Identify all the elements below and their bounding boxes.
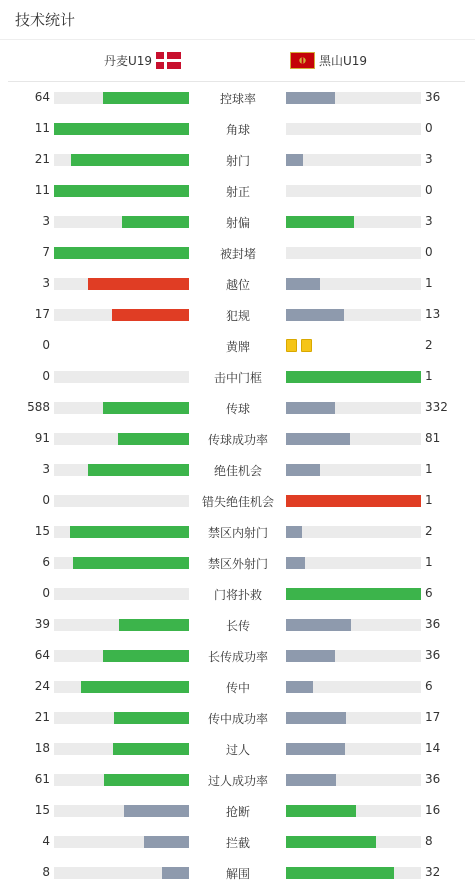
away-stat-bar: [286, 154, 421, 166]
away-stat-value: 8: [425, 834, 433, 848]
home-stat-bar: [54, 867, 189, 879]
away-stat-bar-fill: [286, 464, 320, 476]
away-stat-bar: [286, 247, 421, 259]
stat-label: 过人: [225, 743, 250, 757]
away-stat-bar: [286, 402, 421, 414]
away-stat-value: 2: [425, 338, 433, 352]
stat-row: [0, 423, 475, 454]
stat-row: [0, 516, 475, 547]
stat-label: 绝佳机会: [213, 464, 262, 478]
home-stat-value: 21: [34, 710, 50, 724]
stat-label: 击中门框: [213, 371, 262, 385]
home-stat-bar: [54, 557, 189, 569]
stat-label: 禁区内射门: [207, 526, 268, 540]
away-stat-bar-fill: [286, 216, 354, 228]
stats-list: [0, 82, 475, 888]
stat-row: [0, 113, 475, 144]
away-stat-bar: [286, 495, 421, 507]
home-stat-bar: [54, 805, 189, 817]
away-stat-bar: [286, 216, 421, 228]
stat-row: [0, 82, 475, 113]
home-stat-bar-fill: [88, 278, 189, 290]
away-stat-value: 36: [425, 648, 441, 662]
away-yellow-cards: [286, 339, 312, 352]
home-stat-value: 39: [34, 617, 50, 631]
stat-label: 传球成功率: [207, 433, 268, 447]
home-stat-bar: [54, 247, 189, 259]
home-stat-bar-fill: [54, 185, 189, 197]
away-stat-bar-fill: [286, 309, 344, 321]
home-stat-bar-fill: [122, 216, 190, 228]
home-stat-value: 91: [34, 431, 50, 445]
home-stat-bar-fill: [71, 154, 189, 166]
stat-label: 射门: [225, 154, 250, 168]
home-stat-value: 7: [42, 245, 50, 259]
home-stat-bar: [54, 371, 189, 383]
stat-row: [0, 299, 475, 330]
away-stat-bar-fill: [286, 619, 351, 631]
stat-row: [0, 609, 475, 640]
home-stat-bar-fill: [162, 867, 189, 879]
away-stat-value: 36: [425, 617, 441, 631]
home-stat-value: 64: [34, 648, 50, 662]
away-stat-bar-fill: [286, 154, 303, 166]
away-stat-bar-fill: [286, 650, 335, 662]
stat-label: 拦截: [225, 836, 250, 850]
away-stat-value: 1: [425, 369, 433, 383]
home-stat-bar: [54, 278, 189, 290]
away-stat-bar-fill: [286, 433, 350, 445]
home-stat-bar-fill: [104, 774, 189, 786]
home-stat-bar: [54, 154, 189, 166]
away-stat-bar-fill: [286, 681, 313, 693]
home-stat-bar: [54, 743, 189, 755]
away-stat-bar: [286, 650, 421, 662]
stat-label: 长传成功率: [207, 650, 268, 664]
home-stat-value: 21: [34, 152, 50, 166]
home-stat-bar: [54, 588, 189, 600]
home-stat-bar: [54, 681, 189, 693]
away-stat-bar-fill: [286, 371, 421, 383]
denmark-flag-icon: [156, 52, 181, 69]
away-stat-bar-fill: [286, 867, 394, 879]
home-stat-value: 24: [34, 679, 50, 693]
away-stat-value: 1: [425, 276, 433, 290]
away-stat-bar: [286, 743, 421, 755]
away-stat-bar: [286, 185, 421, 197]
home-stat-bar-fill: [88, 464, 189, 476]
home-stat-bar-fill: [103, 650, 189, 662]
page-title: 技术统计: [0, 0, 475, 40]
stat-row: [0, 454, 475, 485]
away-stat-bar-fill: [286, 743, 345, 755]
home-stat-value: 0: [42, 586, 50, 600]
away-stat-value: 36: [425, 90, 441, 104]
home-stat-bar-fill: [119, 619, 189, 631]
montenegro-flag-icon: [290, 52, 315, 69]
away-stat-value: 1: [425, 462, 433, 476]
yellow-card-icon: [301, 339, 312, 352]
stat-row: [0, 857, 475, 888]
away-stat-value: 3: [425, 214, 433, 228]
home-stat-bar-fill: [112, 309, 189, 321]
stat-row: [0, 361, 475, 392]
home-stat-bar-fill: [113, 743, 189, 755]
home-stat-value: 61: [34, 772, 50, 786]
stat-label: 角球: [225, 123, 250, 137]
home-stat-bar-fill: [54, 123, 189, 135]
stat-label: 传中: [225, 681, 250, 695]
stat-row: [0, 826, 475, 857]
stat-label: 射正: [225, 185, 250, 199]
away-stat-value: 36: [425, 772, 441, 786]
away-stat-bar: [286, 712, 421, 724]
stat-label: 长传: [225, 619, 250, 633]
away-stat-bar-fill: [286, 402, 335, 414]
away-stat-bar: [286, 588, 421, 600]
away-stat-bar: [286, 867, 421, 879]
home-stat-bar-fill: [54, 247, 189, 259]
home-stat-bar: [54, 185, 189, 197]
stat-row: [0, 392, 475, 423]
home-stat-bar: [54, 92, 189, 104]
away-stat-value: 332: [425, 400, 448, 414]
stat-row: [0, 330, 475, 361]
home-team-name: 丹麦U19: [103, 54, 152, 68]
away-stat-bar: [286, 557, 421, 569]
away-stat-bar: [286, 681, 421, 693]
away-stat-bar: [286, 278, 421, 290]
home-stat-bar: [54, 836, 189, 848]
home-stat-bar: [54, 216, 189, 228]
away-stat-bar: [286, 464, 421, 476]
stat-row: [0, 578, 475, 609]
away-stat-value: 0: [425, 121, 433, 135]
away-stat-bar: [286, 309, 421, 321]
home-stat-bar: [54, 774, 189, 786]
stat-row: [0, 640, 475, 671]
away-stat-value: 16: [425, 803, 441, 817]
away-stat-value: 6: [425, 679, 433, 693]
stat-row: [0, 547, 475, 578]
away-stat-value: 14: [425, 741, 441, 755]
away-stat-bar-fill: [286, 588, 421, 600]
home-stat-bar-fill: [70, 526, 189, 538]
away-stat-value: 81: [425, 431, 441, 445]
away-stat-value: 0: [425, 245, 433, 259]
away-stat-value: 2: [425, 524, 433, 538]
away-stat-value: 13: [425, 307, 441, 321]
home-stat-bar-fill: [144, 836, 189, 848]
stat-label: 解围: [225, 867, 250, 881]
stat-row: [0, 795, 475, 826]
home-stat-bar: [54, 495, 189, 507]
stat-label: 犯规: [225, 309, 250, 323]
stat-label: 抢断: [225, 805, 250, 819]
home-stat-value: 11: [34, 183, 50, 197]
away-stat-bar-fill: [286, 774, 336, 786]
home-stat-value: 17: [34, 307, 50, 321]
stat-row: [0, 764, 475, 795]
home-stat-bar-fill: [81, 681, 189, 693]
away-stat-bar: [286, 774, 421, 786]
home-stat-value: 18: [34, 741, 50, 755]
stat-label: 控球率: [219, 92, 256, 106]
away-stat-value: 3: [425, 152, 433, 166]
home-stat-bar: [54, 402, 189, 414]
stat-label: 被封堵: [219, 247, 256, 261]
away-stat-bar-fill: [286, 495, 421, 507]
home-team[interactable]: [104, 52, 181, 69]
away-team-name: 黑山U19: [319, 54, 368, 68]
home-stat-bar-fill: [73, 557, 189, 569]
away-stat-bar: [286, 123, 421, 135]
home-stat-bar: [54, 619, 189, 631]
stat-label: 禁区外射门: [207, 557, 268, 571]
away-stat-bar-fill: [286, 805, 356, 817]
away-stat-value: 32: [425, 865, 441, 879]
yellow-card-icon: [286, 339, 297, 352]
stat-row: [0, 702, 475, 733]
home-stat-value: 3: [42, 214, 50, 228]
away-stat-bar-fill: [286, 557, 305, 569]
stat-row: [0, 175, 475, 206]
home-stat-bar: [54, 309, 189, 321]
home-stat-bar-fill: [124, 805, 189, 817]
away-stat-value: 1: [425, 555, 433, 569]
away-stat-bar-fill: [286, 278, 320, 290]
stat-row: [0, 671, 475, 702]
stat-row: [0, 144, 475, 175]
home-stat-bar-fill: [118, 433, 189, 445]
away-stat-value: 6: [425, 586, 433, 600]
stat-label: 越位: [225, 278, 250, 292]
away-stat-bar: [286, 805, 421, 817]
away-stat-bar-fill: [286, 712, 346, 724]
home-stat-value: 4: [42, 834, 50, 848]
stat-row: [0, 268, 475, 299]
stat-label: 传球: [225, 402, 250, 416]
home-stat-value: 0: [42, 338, 50, 352]
home-stat-value: 11: [34, 121, 50, 135]
home-stat-bar-fill: [103, 402, 189, 414]
stat-row: [0, 733, 475, 764]
home-stat-value: 0: [42, 369, 50, 383]
stat-label: 射偏: [225, 216, 250, 230]
stat-label: 门将扑救: [213, 588, 262, 602]
home-stat-bar: [54, 123, 189, 135]
stat-label: 错失绝佳机会: [201, 495, 274, 509]
home-stat-value: 0: [42, 493, 50, 507]
away-stat-value: 0: [425, 183, 433, 197]
home-stat-bar-fill: [103, 92, 189, 104]
stat-row: [0, 237, 475, 268]
home-stat-bar-fill: [114, 712, 189, 724]
stat-row: [0, 206, 475, 237]
home-stat-value: 3: [42, 462, 50, 476]
home-stat-bar: [54, 712, 189, 724]
home-stat-bar: [54, 433, 189, 445]
home-stat-bar: [54, 526, 189, 538]
home-stat-value: 8: [42, 865, 50, 879]
away-stat-bar: [286, 526, 421, 538]
away-stat-value: 17: [425, 710, 441, 724]
away-stat-bar: [286, 836, 421, 848]
home-stat-bar: [54, 650, 189, 662]
team-header: [8, 40, 465, 82]
home-stat-value: 588: [27, 400, 50, 414]
home-stat-value: 15: [34, 524, 50, 538]
away-stat-bar: [286, 92, 421, 104]
stat-label: 传中成功率: [207, 712, 268, 726]
away-stat-bar-fill: [286, 92, 335, 104]
away-stat-value: 1: [425, 493, 433, 507]
home-stat-value: 15: [34, 803, 50, 817]
away-stat-bar: [286, 371, 421, 383]
home-stat-value: 6: [42, 555, 50, 569]
away-stat-bar-fill: [286, 836, 376, 848]
away-stat-bar: [286, 619, 421, 631]
away-stat-bar-fill: [286, 526, 302, 538]
home-stat-value: 64: [34, 90, 50, 104]
home-stat-value: 3: [42, 276, 50, 290]
stat-row: [0, 485, 475, 516]
stat-label: 黄牌: [225, 340, 250, 354]
home-stat-bar: [54, 464, 189, 476]
away-team[interactable]: [290, 52, 367, 69]
away-stat-bar: [286, 433, 421, 445]
stat-label: 过人成功率: [207, 774, 268, 788]
